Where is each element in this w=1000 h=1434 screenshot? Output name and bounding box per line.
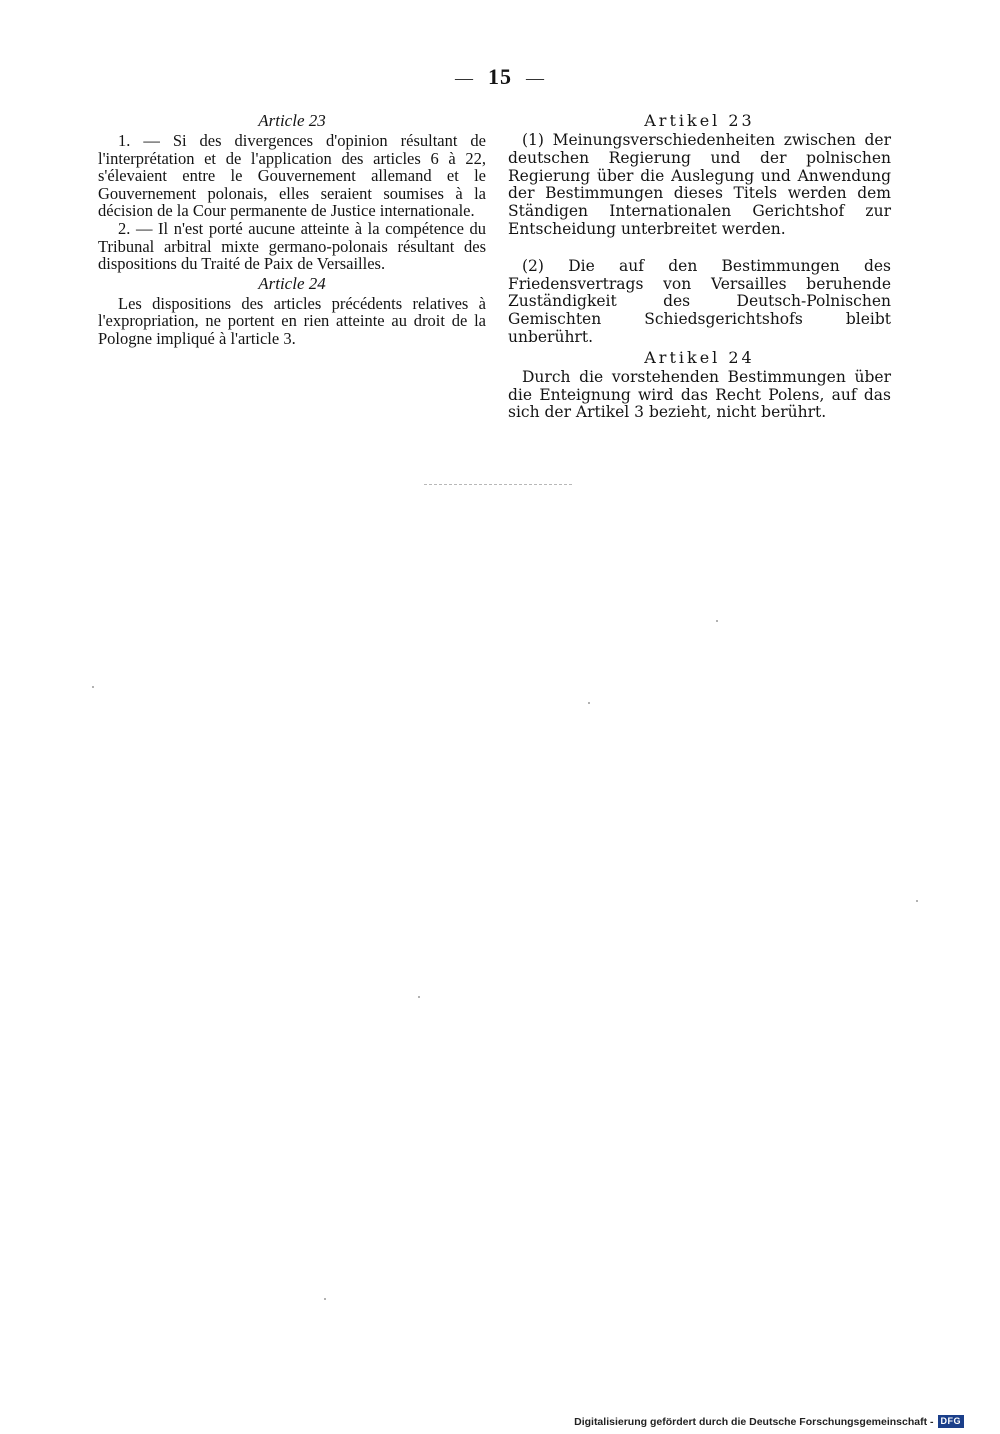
- page-number-dash-right: —: [526, 68, 545, 88]
- digitization-footer: [574, 1415, 964, 1428]
- french-article-23-paragraph-1: 1. — Si des divergences d'opinion résultant de l'interprétation et de l'application des articles 6 à 22, s'élevaient entre le Gouvernement allemand et le Gouvernement polonais, elles seraient soumises à la décision de la Cour permanente de Justice internationale.: [98, 131, 486, 221]
- scan-speck: [324, 1298, 326, 1300]
- page-number-value: 15: [488, 64, 512, 89]
- scan-speck: [418, 996, 420, 998]
- german-artikel-24-paragraph-1: Durch die vorstehenden Bestimmungen über die Enteignung wird das Recht Polens, auf das sich der Artikel 3 bezieht, nicht berührt.: [508, 367, 891, 422]
- german-artikel-23-heading: Artikel 23: [644, 111, 755, 130]
- french-article-24-heading: Article 24: [258, 273, 326, 293]
- dfg-logo: DFG: [938, 1415, 965, 1428]
- german-artikel-23-paragraph-1: (1) Meinungsverschiedenheiten zwischen der deutschen Regierung und der polnischen Regierung über die Auslegung und Anwendung der Bestimmungen dieses Titels werden dem Ständigen Internationalen Gerichtshof zur Entscheidung unterbreitet werden.: [508, 131, 891, 238]
- french-column: [98, 110, 486, 348]
- page-number-dash-left: —: [455, 68, 474, 88]
- german-artikel-24-heading: Artikel 24: [644, 347, 755, 367]
- german-column: [508, 110, 891, 422]
- scan-speck: [92, 686, 94, 688]
- german-artikel-23-paragraph-2: (2) Die auf den Bestimmungen des Friedensvertrags von Versailles beruhende Zuständigkeit des Deutsch-Polnischen Gemischten Schiedsgerichtshofs bleibt unberührt.: [508, 256, 891, 346]
- french-article-23-heading: Article 23: [258, 111, 326, 130]
- french-article-24-paragraph-1: Les dispositions des articles précédents relatives à l'expropriation, ne portent en rien atteinte au droit de la Pologne impliqué à l'article 3.: [98, 293, 486, 348]
- scan-speck: [916, 900, 918, 902]
- footer-text: Digitalisierung gefördert durch die Deutsche Forschungsgemeinschaft -: [574, 1415, 934, 1428]
- french-article-23-paragraph-2: 2. — Il n'est porté aucune atteinte à la compétence du Tribunal arbitral mixte germano-polonais résultant des dispositions du Traité de Paix de Versailles.: [98, 218, 486, 274]
- scan-speck: [716, 620, 718, 622]
- german-paragraph-gap: [508, 239, 891, 258]
- section-separator-line: [424, 484, 572, 485]
- page-number: [0, 64, 1000, 90]
- scan-speck: [588, 702, 590, 704]
